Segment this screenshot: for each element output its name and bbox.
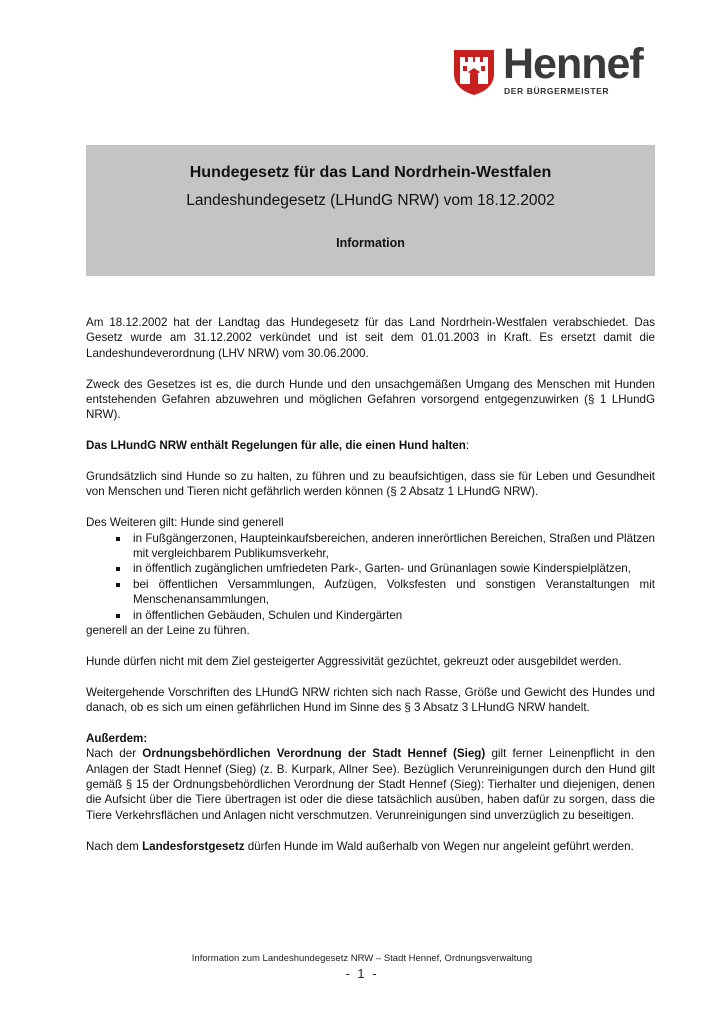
brand-name: Hennef: [503, 40, 643, 88]
city-ordinance-text-b: gilt ferner Leinenpflicht in den Anlagen der Stadt Hennef (Sieg) (z. B. Kurpark, Allner See). Bezüglich Verunreinigungen durch den Hund gilt gemäß § 15 der Ordnungsbehördlichen Verordnung der Stadt Hennef (Sieg): Tierhalter und diejenigen, denen die Aufsicht über die Tiere übertragen ist oder die diese tatsächlich ausüben, haben dafür zu sorgen, dass die Tiere Verkehrsflächen und Anlagen nicht verschmutzen. Verunreinigungen sind unverzüglich zu beseitigen.: [86, 747, 655, 822]
city-ordinance-text-a: Nach der: [86, 747, 143, 761]
paragraph-city-ordinance: [86, 746, 655, 823]
paragraph-breeding: Hunde dürfen nicht mit dem Ziel gesteigerter Aggressivität gezüchtet, gekreuzt oder ausgebildet werden.: [86, 654, 622, 668]
paragraph-additional-heading: [86, 731, 655, 746]
title-box: [86, 145, 655, 276]
leash-rules-list: [86, 531, 655, 623]
regulations-heading-bold: Das LHundG NRW enthält Regelungen für alle, die einen Hund halten: [86, 439, 466, 453]
document-title: Hundegesetz für das Land Nordrhein-Westfalen: [189, 164, 552, 181]
document-body: [86, 315, 655, 869]
paragraph-further-rules: Weitergehende Vorschriften des LHundG NRW richten sich nach Rasse, Größe und Gewicht des Hundes und danach, ob es sich um einen gefährlichen Hund im Sinne des § 3 Absatz 3 LHundG NRW handelt.: [86, 685, 655, 715]
paragraph-forest-law: [86, 839, 655, 854]
hennef-logo: [452, 40, 652, 98]
paragraph-intro: Am 18.12.2002 hat der Landtag das Hundegesetz für das Land Nordrhein-Westfalen verabschiedet. Das Gesetz wurde am 31.12.2002 verkündet und ist seit dem 01.01.2003 in Kraft. Es ersetzt damit die Landeshundeverordnung (LHV NRW) vom 30.06.2000.: [86, 316, 655, 360]
document-label: Information: [336, 236, 405, 250]
forest-law-text-b: dürfen Hunde im Wald außerhalb von Wegen nur angeleint geführt werden.: [244, 839, 634, 853]
document-subtitle: Landeshundegesetz (LHundG NRW) vom 18.12.2002: [186, 192, 555, 209]
list-outro: generell an der Leine zu führen.: [86, 624, 250, 638]
paragraph-regulations-heading: [86, 438, 655, 453]
forest-law-text-a: Nach dem: [86, 839, 143, 853]
brand-subtitle: DER BÜRGERMEISTER: [504, 86, 610, 96]
page-number: - 1 -: [345, 966, 379, 981]
city-shield-icon: [452, 48, 496, 96]
list-item: bei öffentlichen Versammlungen, Aufzügen, Volksfesten und sonstigen Veranstaltungen mit Menschenansammlungen,: [86, 577, 655, 608]
list-intro: Des Weiteren gilt: Hunde sind generell: [86, 516, 284, 530]
page-footer: Information zum Landeshundegesetz NRW – Stadt Hennef, Ordnungsverwaltung: [191, 953, 533, 964]
city-ordinance-bold: Ordnungsbehördlichen Verordnung der Stadt Hennef (Sieg): [142, 747, 486, 761]
list-item: in öffentlich zugänglichen umfriedeten Park-, Garten- und Grünanlagen sowie Kinderspielplätzen,: [86, 561, 655, 576]
paragraph-principle: Grundsätzlich sind Hunde so zu halten, zu führen und zu beaufsichtigen, dass sie für Leben und Gesundheit von Menschen und Tieren nicht gefährlich werden können (§ 2 Absatz 1 LHundG NRW).: [86, 470, 655, 499]
list-item: in öffentlichen Gebäuden, Schulen und Kindergärten: [86, 608, 655, 623]
additional-heading: Außerdem:: [86, 731, 148, 745]
list-item: in Fußgängerzonen, Haupteinkaufsbereichen, anderen innerörtlichen Bereichen, Straßen und Plätzen mit vergleichbarem Publikumsverkehr,: [86, 531, 655, 562]
paragraph-purpose: Zweck des Gesetzes ist es, die durch Hunde und den unsachgemäßen Umgang des Menschen mit Hunden entstehenden Gefahren abzuwehren und möglichen Gefahren vorsorgend entgegenzuwirken (§ 1 LHundG NRW).: [86, 377, 655, 422]
forest-law-bold: Landesforstgesetz: [142, 839, 245, 853]
regulations-heading-colon: :: [465, 439, 470, 453]
